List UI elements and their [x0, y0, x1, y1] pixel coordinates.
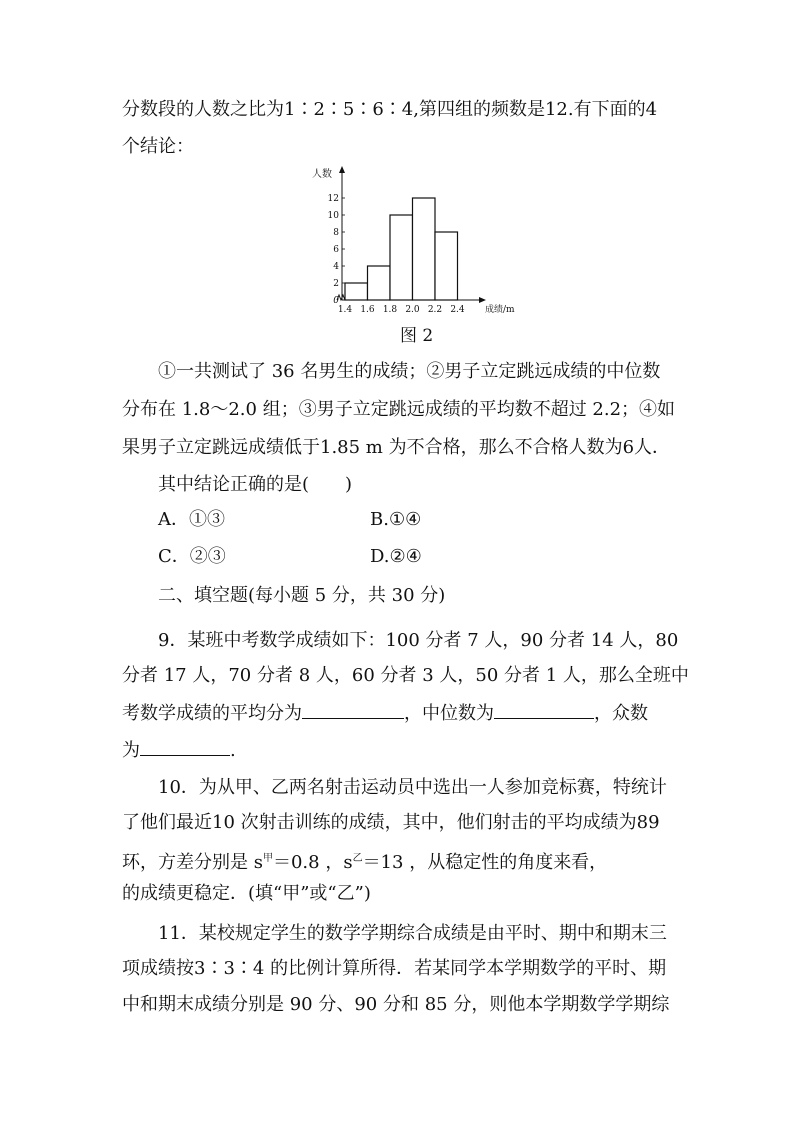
q8-line-1: ①一共测试了 36 名男生的成绩；②男子立定跳远成绩的中位数 — [158, 361, 661, 382]
q10-line-3a: 环，方差分别是 s — [122, 852, 263, 873]
q10-line-2: 了他们最近10 次射击训练的成绩，其中，他们射击的平均成绩为89 — [122, 812, 660, 833]
y-tick-label: 8 — [333, 228, 339, 238]
q8-line-2: 分布在 1.8～2.0 组；③男子立定跳远成绩的平均数不超过 2.2；④如 — [122, 399, 676, 420]
q8-line-3: 果男子立定跳远成绩低于1.85 m 为不合格，那么不合格人数为6人． — [122, 437, 671, 458]
q9-line-3a: 考数学成绩的平均分为 — [122, 703, 302, 724]
histogram-bar — [345, 283, 368, 300]
x-tick-label: 2.0 — [405, 305, 420, 315]
sup-yi: 乙 — [352, 853, 363, 864]
option-c[interactable]: C．②③ — [158, 546, 226, 567]
x-tick-label: 1.4 — [337, 305, 353, 315]
q9-line-3 — [122, 700, 648, 726]
y-tick-label: 10 — [327, 211, 339, 221]
intro-line-1: 分数段的人数之比为1∶2∶5∶6∶4,第四组的频数是12.有下面的4 — [122, 99, 658, 120]
answer-blank-median[interactable] — [494, 700, 594, 719]
y-tick-label: 6 — [333, 245, 339, 255]
answer-blank-mode[interactable] — [140, 737, 230, 756]
x-tick-label: 2.2 — [427, 305, 443, 315]
section-title: 二、填空题(每小题 5 分，共 30 分) — [158, 585, 446, 606]
q11-line-1: 11．某校规定学生的数学学期综合成绩是由平时、期中和期末三 — [158, 923, 667, 944]
x-tick-label: 1.6 — [360, 305, 375, 315]
y-tick-label: 4 — [333, 262, 339, 272]
q9-line-4a: 为 — [122, 740, 140, 761]
q9-line-2: 分者 17 人，70 分者 8 人，60 分者 3 人，50 分者 1 人，那么全班中 — [122, 665, 689, 686]
option-b[interactable]: B.①④ — [370, 509, 422, 530]
q9-line-3c: ，众数 — [594, 703, 648, 724]
q10-line-1: 10．为从甲、乙两名射击运动员中选出一人参加竞标赛，特统计 — [158, 777, 667, 798]
answer-blank-mean[interactable] — [302, 700, 404, 719]
q11-line-2: 项成绩按3∶3∶4 的比例计算所得．若某同学本学期数学的平时、期 — [122, 958, 667, 979]
figure-caption: 图 2 — [400, 326, 434, 346]
y-axis-label: 人数 — [312, 169, 332, 180]
q9-line-4b: . — [230, 740, 236, 761]
y-tick-label: 0 — [333, 296, 339, 306]
histogram-chart — [300, 160, 540, 320]
q10-line-3c: ＝13 ，从稳定性的角度来看， — [362, 852, 608, 873]
y-tick-label: 12 — [327, 194, 339, 204]
q10-line-4: 的成绩更稳定．(填“甲”或“乙”) — [122, 883, 371, 904]
x-tick-label: 1.8 — [382, 305, 398, 315]
q9-line-4 — [122, 737, 236, 763]
option-a[interactable]: A．①③ — [158, 509, 225, 530]
x-tick-label: 2.4 — [450, 305, 465, 315]
q10-line-3b: ＝0.8 ，s — [272, 852, 353, 873]
option-d[interactable]: D.②④ — [370, 546, 422, 567]
intro-line-2: 个结论： — [122, 136, 194, 157]
y-tick-label: 2 — [333, 279, 339, 289]
q9-line-3b: ，中位数为 — [404, 703, 494, 724]
q9-line-1: 9．某班中考数学成绩如下：100 分者 7 人，90 分者 14 人，80 — [158, 630, 679, 651]
q8-prompt: 其中结论正确的是( ) — [158, 474, 353, 495]
histogram-bar — [413, 198, 436, 300]
q11-line-3: 中和期末成绩分别是 90 分、90 分和 85 分，则他本学期数学学期综 — [122, 994, 670, 1015]
histogram-bar — [390, 215, 413, 300]
sup-jia: 甲 — [262, 853, 273, 864]
histogram-bar — [368, 266, 391, 300]
q10-line-3 — [122, 847, 607, 875]
y-axis-arrow — [339, 166, 345, 173]
x-axis-arrow — [479, 297, 486, 303]
histogram-bar — [435, 232, 458, 300]
x-axis-label: 成绩/m — [485, 305, 515, 315]
